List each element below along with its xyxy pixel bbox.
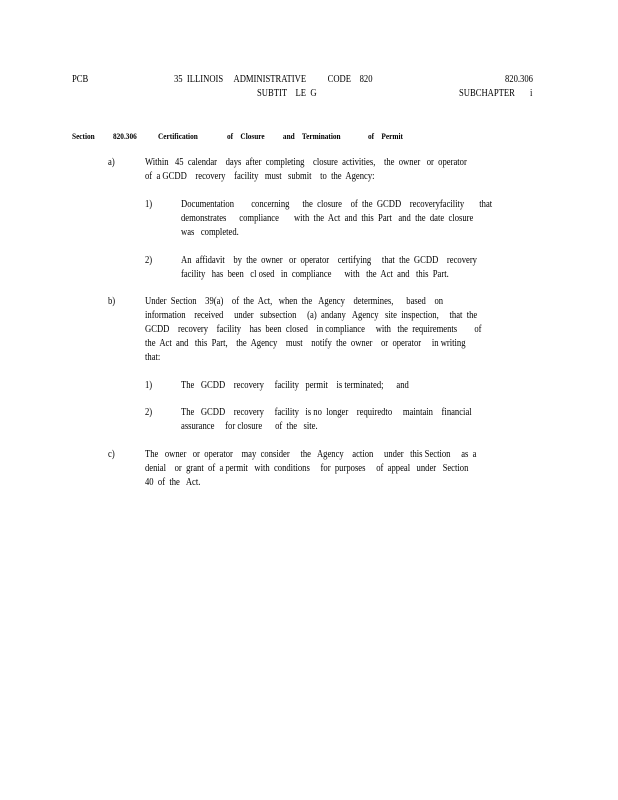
item-marker: b)	[108, 296, 116, 307]
subitem-marker: 2)	[145, 407, 153, 418]
item-line: of a GCDD recovery facility must submit to the Agency:	[145, 171, 375, 182]
section-number: 820.306	[113, 131, 137, 141]
item-line: information received under subsection (a) andany Agency site inspection, that the	[145, 310, 478, 321]
item-marker: a)	[108, 157, 115, 168]
item-line: Under Section 39(a) of the Act, when the Agency determines, based on	[145, 296, 444, 307]
subitem-line: The GCDD recovery facility is no longer requiredto maintain financial	[181, 407, 472, 418]
section-title: Certification of Closure and Termination of Permit	[158, 131, 403, 141]
item-line: denial or grant of a permit with conditions for purposes of appeal under Section	[145, 463, 469, 474]
subitem-marker: 1)	[145, 199, 153, 210]
subitem-line: The GCDD recovery facility permit is terminated; and	[181, 380, 409, 391]
header-section-number: 820.306	[505, 74, 533, 85]
item-line: The owner or operator may consider the Agency action under this Section as a	[145, 449, 477, 460]
item-line: 40 of the Act.	[145, 477, 201, 488]
subitem-line: was completed.	[181, 227, 239, 238]
header-subchapter: SUBCHAPTER i	[459, 88, 533, 99]
subitem-line: Documentation concerning the closure of the GCDD recoveryfacility that	[181, 199, 493, 210]
header-agency: PCB	[72, 74, 89, 85]
section-label: Section	[72, 131, 95, 141]
subitem-marker: 1)	[145, 380, 153, 391]
item-marker: c)	[108, 449, 115, 460]
subitem-marker: 2)	[145, 255, 153, 266]
subitem-line: assurance for closure of the site.	[181, 421, 318, 432]
item-line: Within 45 calendar days after completing closure activities, the owner or operator	[145, 157, 467, 168]
subitem-line: facility has been cl osed in compliance with the Act and this Part.	[181, 269, 449, 280]
item-line: the Act and this Part, the Agency must notify the owner or operator in writing	[145, 338, 466, 349]
subitem-line: demonstrates compliance with the Act and this Part and the date closure	[181, 213, 474, 224]
header-subtitle: SUBTIT LE G	[257, 88, 317, 99]
item-line: GCDD recovery facility has been closed in compliance with the requirements of	[145, 324, 482, 335]
subitem-line: An affidavit by the owner or operator certifying that the GCDD recovery	[181, 255, 477, 266]
header-code-title: 35 ILLINOIS ADMINISTRATIVE CODE 820	[174, 74, 373, 85]
item-line: that:	[145, 352, 161, 363]
